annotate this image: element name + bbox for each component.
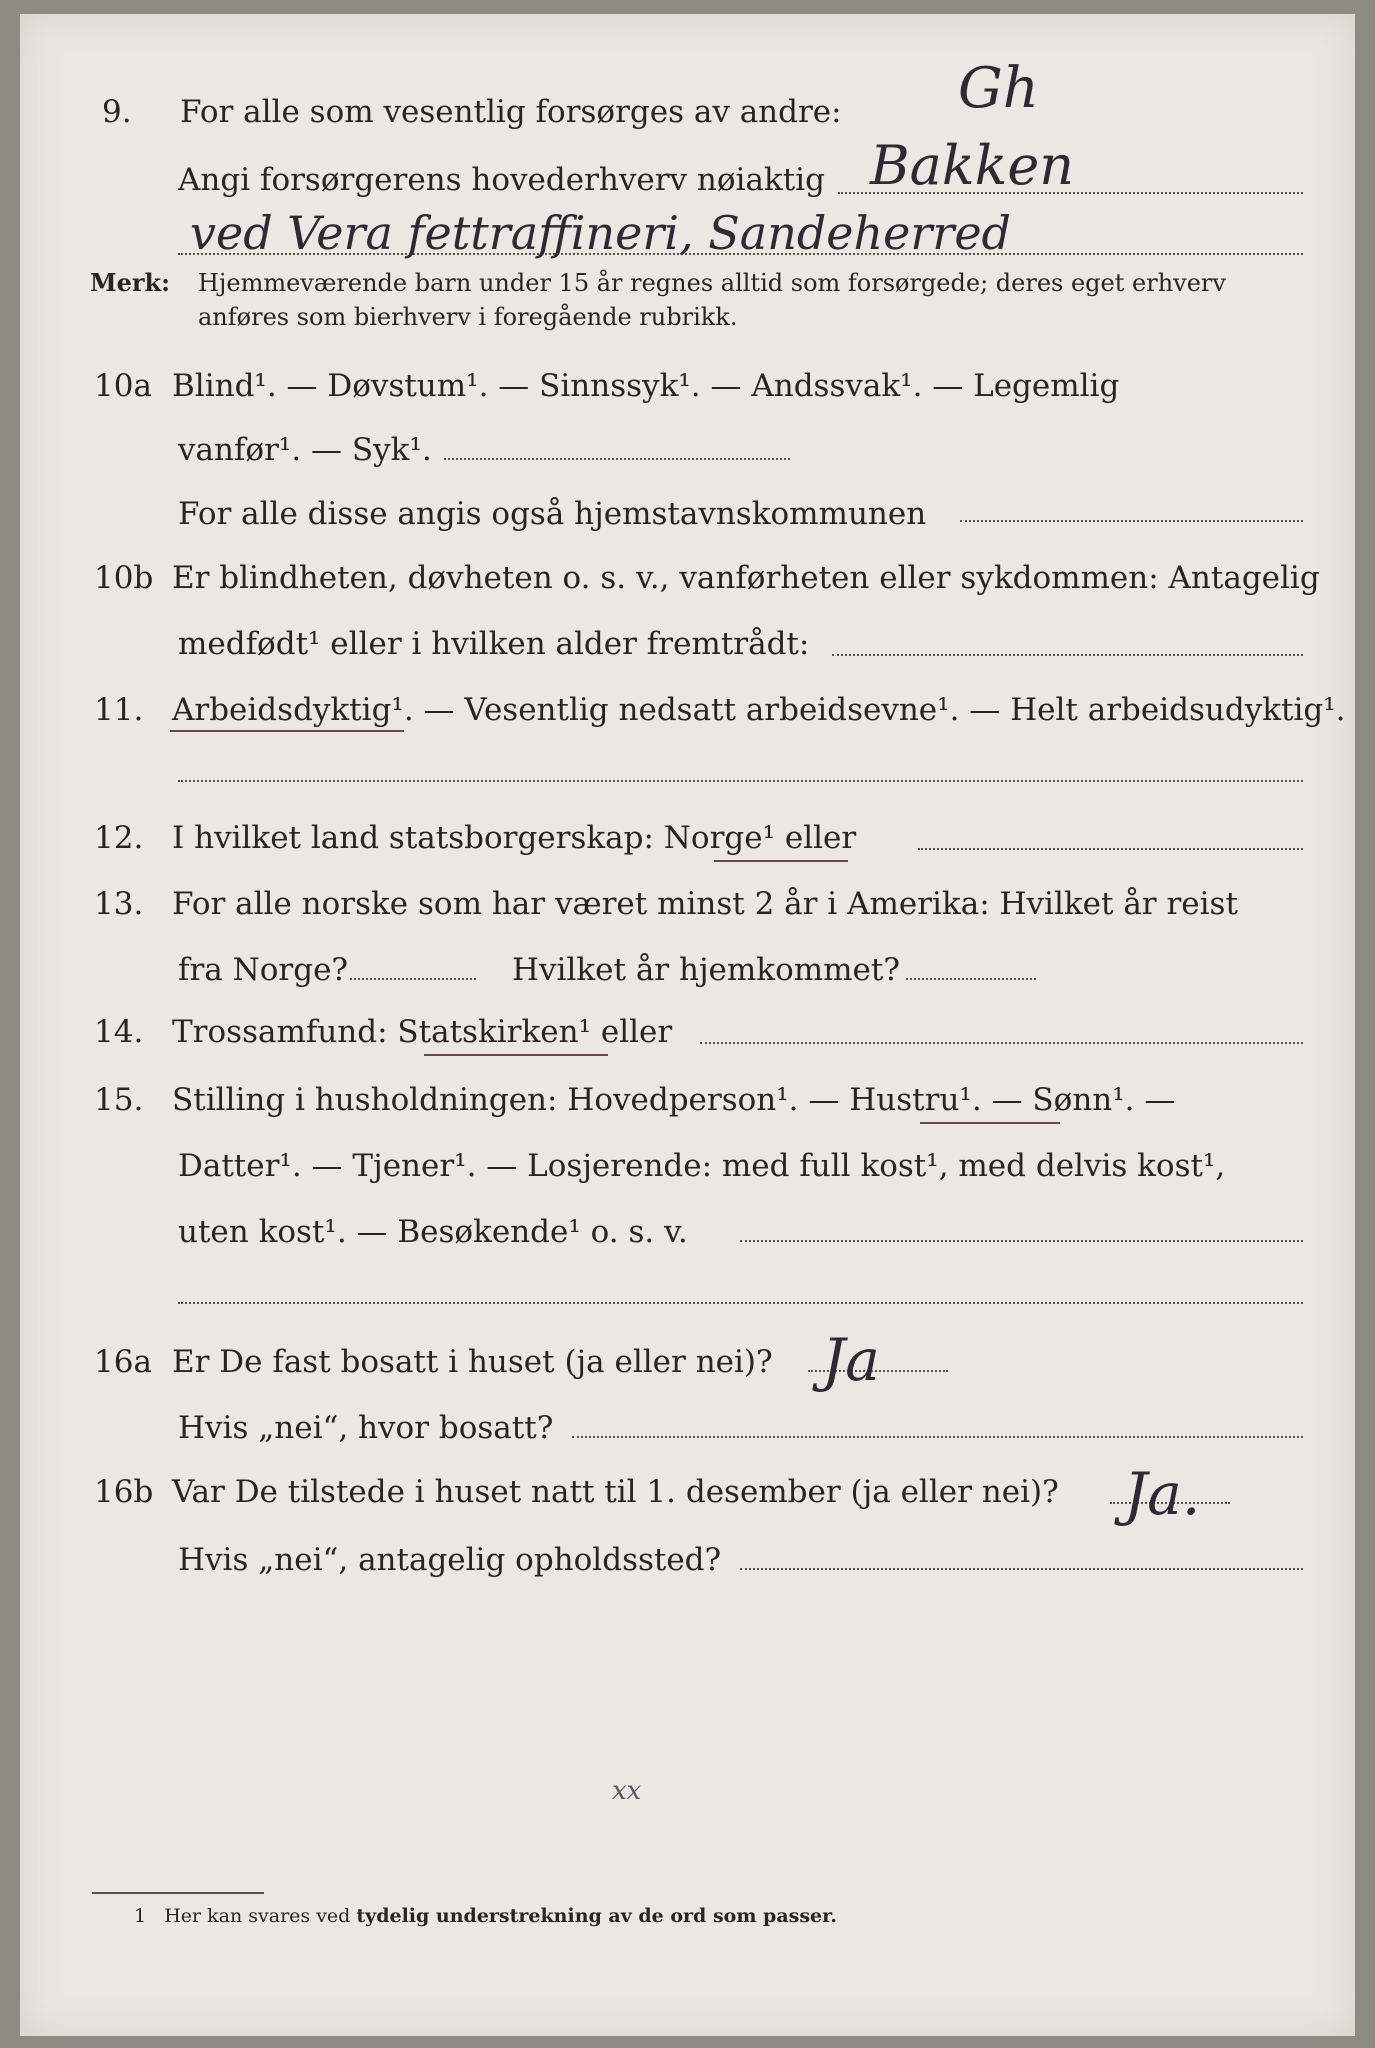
q10a-text-2: vanfør¹. — Syk¹. [178,432,432,468]
q11-number: 11. [94,692,144,728]
footnote-text-b: tydelig understrekning av de ord som passer. [356,1905,837,1927]
q10b-text-1: Er blindheten, døvheten o. s. v., vanførheten eller sykdommen: Antagelig [172,560,1320,596]
q9-text: For alle som vesentlig forsørges av andre: [180,94,842,130]
q13-text-2b: Hvilket år hjemkommet? [512,952,900,988]
q15-text-2: Datter¹. — Tjener¹. — Losjerende: med full kost¹, med delvis kost¹, [178,1148,1226,1184]
merk-label: Merk: [90,268,170,297]
q13-number: 13. [94,886,144,922]
q15-number: 15. [94,1082,144,1118]
q16b-answer-line-2 [740,1568,1303,1570]
q13-line-1 [94,884,1238,924]
q15-text-1a: Stilling i husholdningen: Hovedperson¹. — [172,1082,840,1118]
stray-pencil-mark: xx [612,1776,642,1806]
q15-answer-line [740,1240,1303,1242]
q9-angi-label: Angi forsørgerens hovederhverv nøiaktig [178,162,825,198]
q13-text-2a: fra Norge? [178,952,349,988]
q14-underlined-option: Statskirken¹ [397,1014,591,1050]
q10a-answer-line-2 [960,520,1303,522]
q12-text: I hvilket land statsborgerskap: [172,820,654,856]
q10a-answer-line [444,458,790,460]
q14-text: Trossamfund: [172,1014,388,1050]
q16a-text-1: Er De fast bosatt i huset (ja eller nei)? [172,1344,773,1380]
q10b-number: 10b [94,560,154,596]
q12-number: 12. [94,820,144,856]
q10a-line-1 [94,366,1119,406]
q9-number: 9. [102,94,132,130]
q9-margin-mark: Gh [958,56,1039,121]
q10a-text-3: For alle disse angis også hjemstavnskommunen [178,496,927,532]
q14-underline-mark [424,1054,608,1056]
q15-underline-mark [920,1122,1060,1124]
q13-answer-line-a [350,978,476,980]
q13-text-1: For alle norske som har været minst 2 år i Amerika: Hvilket år reist [172,886,1238,922]
q10b-line-1 [94,558,1320,598]
q10a-text-1: Blind¹. — Døvstum¹. — Sinnssyk¹. — Andssvak¹. — Legemlig [172,368,1120,404]
q16b-answer-handwritten: Ja. [1124,1460,1201,1528]
q11-line [94,690,1346,730]
q15-text-3: uten kost¹. — Besøkende¹ o. s. v. [178,1214,688,1250]
q15-text-1b: — Sønn¹. — [991,1082,1176,1118]
q15-line-1 [94,1080,1175,1120]
q10a-number: 10a [94,368,152,404]
merk-line-1: Hjemmeværende barn under 15 år regnes alltid som forsørgede; deres eget erhverv [198,269,1226,297]
q15-underlined-option: Hustru¹. [849,1082,982,1118]
q15-answer-line-2 [178,1302,1303,1304]
q11-answer-line [178,780,1303,782]
q14-number: 14. [94,1014,144,1050]
footnote-rule [92,1892,264,1894]
q12-answer-line [918,848,1303,850]
footnote [134,1904,837,1928]
q10b-text-2: medfødt¹ eller i hvilken alder fremtrådt: [178,626,810,662]
q11-rest: — Vesentlig nedsatt arbeidsevne¹. — Helt arbeidsudyktig¹. [413,692,1346,728]
q9-answer-handwritten-2: ved Vera fettraffineri, Sandeherred [190,206,1011,260]
merk-line-2: anføres som bierhverv i foregående rubrikk. [198,303,738,331]
q16b-text-1: Var De tilstede i huset natt til 1. desember (ja eller nei)? [172,1474,1059,1510]
q16a-text-2: Hvis „nei“, hvor bosatt? [178,1410,554,1446]
q12-line [94,818,856,858]
q16a-answer-line-2 [572,1436,1303,1438]
footnote-mark: 1 [134,1905,147,1927]
q9-line [102,92,842,132]
footnote-text-a: Her kan svares ved [164,1905,357,1927]
q12-underlined-option: Norge¹ [663,820,776,856]
q16b-line-1 [94,1472,1059,1512]
q12-underline-mark [714,860,848,862]
q16a-line-1 [94,1342,773,1382]
q11-underlined-option: Arbeidsdyktig¹. [172,692,414,728]
q16a-number: 16a [94,1344,152,1380]
q12-rest: eller [775,820,857,856]
q14-rest: eller [591,1014,673,1050]
q14-answer-line [700,1042,1303,1044]
q14-line [94,1012,672,1052]
q13-answer-line-b [906,978,1036,980]
q11-underline-mark [170,730,404,732]
q16b-number: 16b [94,1474,154,1510]
q10b-answer-line [832,654,1303,656]
q16a-answer-handwritten: Ja [822,1326,880,1394]
q16b-text-2: Hvis „nei“, antagelig opholdssted? [178,1542,722,1578]
q9-answer-handwritten: Bakken [870,134,1075,197]
